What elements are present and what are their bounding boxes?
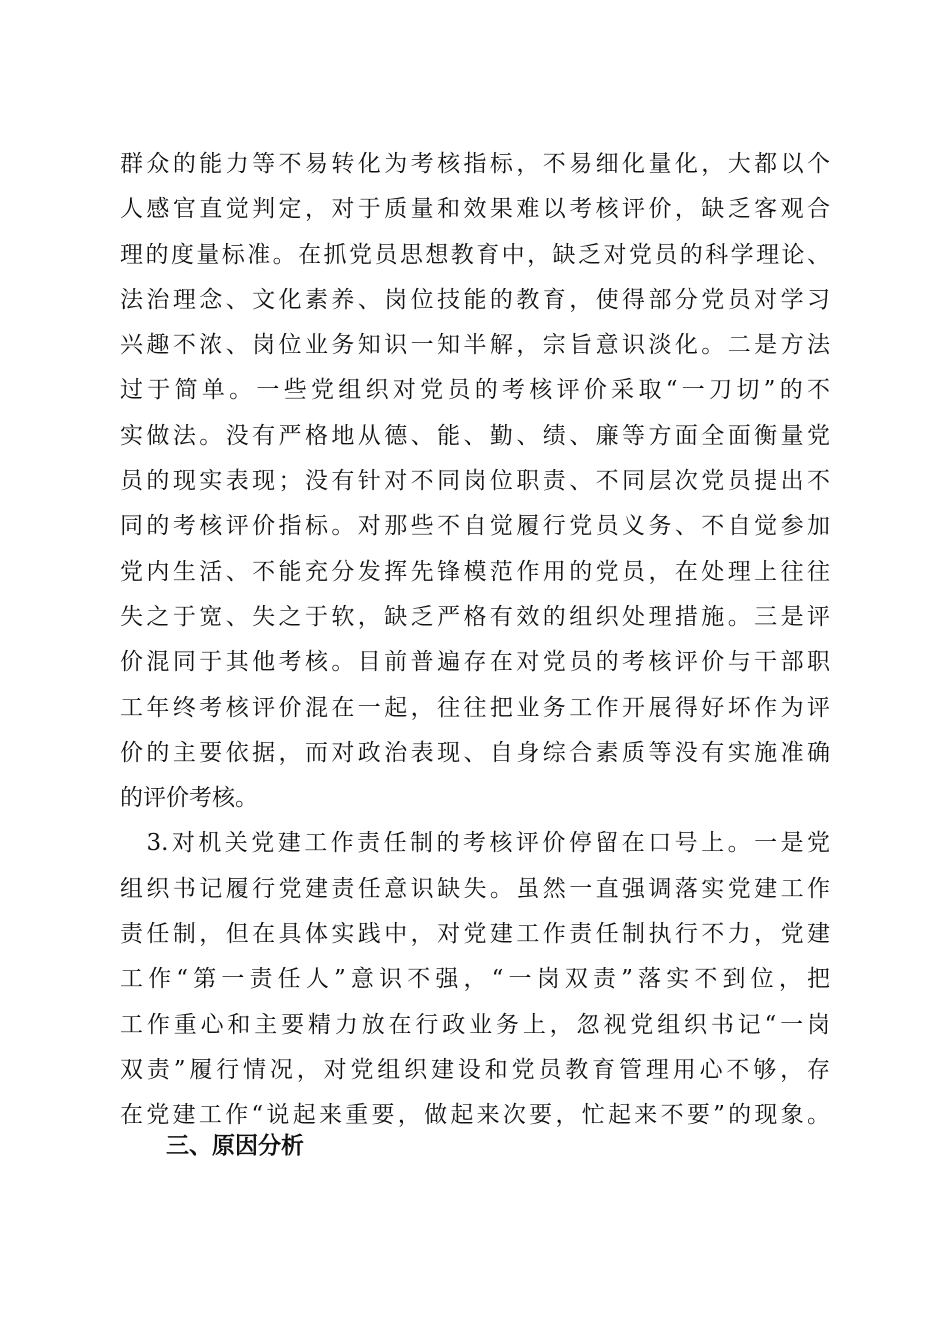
text-line: 价的主要依据，而对政治表现、自身综合素质等没有实施准确 [120,739,830,766]
text-line: 法治理念、文化素养、岗位技能的教育，使得部分党员对学习 [120,286,830,313]
text-line: 党内生活、不能充分发挥先锋模范作用的党员，在处理上往往 [120,558,830,585]
text-line: 3.对机关党建工作责任制的考核评价停留在口号上。一是党 [120,830,830,857]
text-line: 理的度量标准。在抓党员思想教育中，缺乏对党员的科学理论、 [120,241,830,268]
text-line: 价混同于其他考核。目前普遍存在对党员的考核评价与干部职 [120,649,830,676]
text-line: 群众的能力等不易转化为考核指标，不易细化量化，大都以个 [120,151,830,177]
text-line: 工作重心和主要精力放在行政业务上，忽视党组织书记“一岗 [120,1011,830,1038]
text-line: 责任制，但在具体实践中，对党建工作责任制执行不力，党建 [120,921,830,948]
text-line: 过于简单。一些党组织对党员的考核评价采取“一刀切”的不 [120,377,830,404]
text-line: 人感官直觉判定，对于质量和效果难以考核评价，缺乏客观合 [120,196,830,223]
text-line: 实做法。没有严格地从德、能、勤、绩、廉等方面全面衡量党 [120,422,830,449]
text-line: 员的现实表现；没有针对不同岗位职责、不同层次党员提出不 [120,468,830,495]
text-line: 在党建工作“说起来重要，做起来次要，忙起来不要”的现象。 [120,1102,830,1129]
text-line: 同的考核评价指标。对那些不自觉履行党员义务、不自觉参加 [120,513,830,540]
text-line: 工年终考核评价混在一起，往往把业务工作开展得好坏作为评 [120,694,830,721]
body-text [120,142,830,1139]
text-line: 组织书记履行党建责任意识缺失。虽然一直强调落实党建工作 [120,875,830,902]
text-line: 失之于宽、失之于软，缺乏严格有效的组织处理措施。三是评 [120,603,830,630]
text-line: 双责”履行情况，对党组织建设和党员教育管理用心不够，存 [120,1056,830,1083]
text-line: 工作“第一责任人”意识不强，“一岗双责”落实不到位，把 [120,966,830,993]
text-line: 兴趣不浓、岗位业务知识一知半解，宗旨意识淡化。二是方法 [120,332,830,359]
text-line: 的评价考核。 [120,785,258,812]
section-heading: 三、原因分析 [166,1133,304,1159]
